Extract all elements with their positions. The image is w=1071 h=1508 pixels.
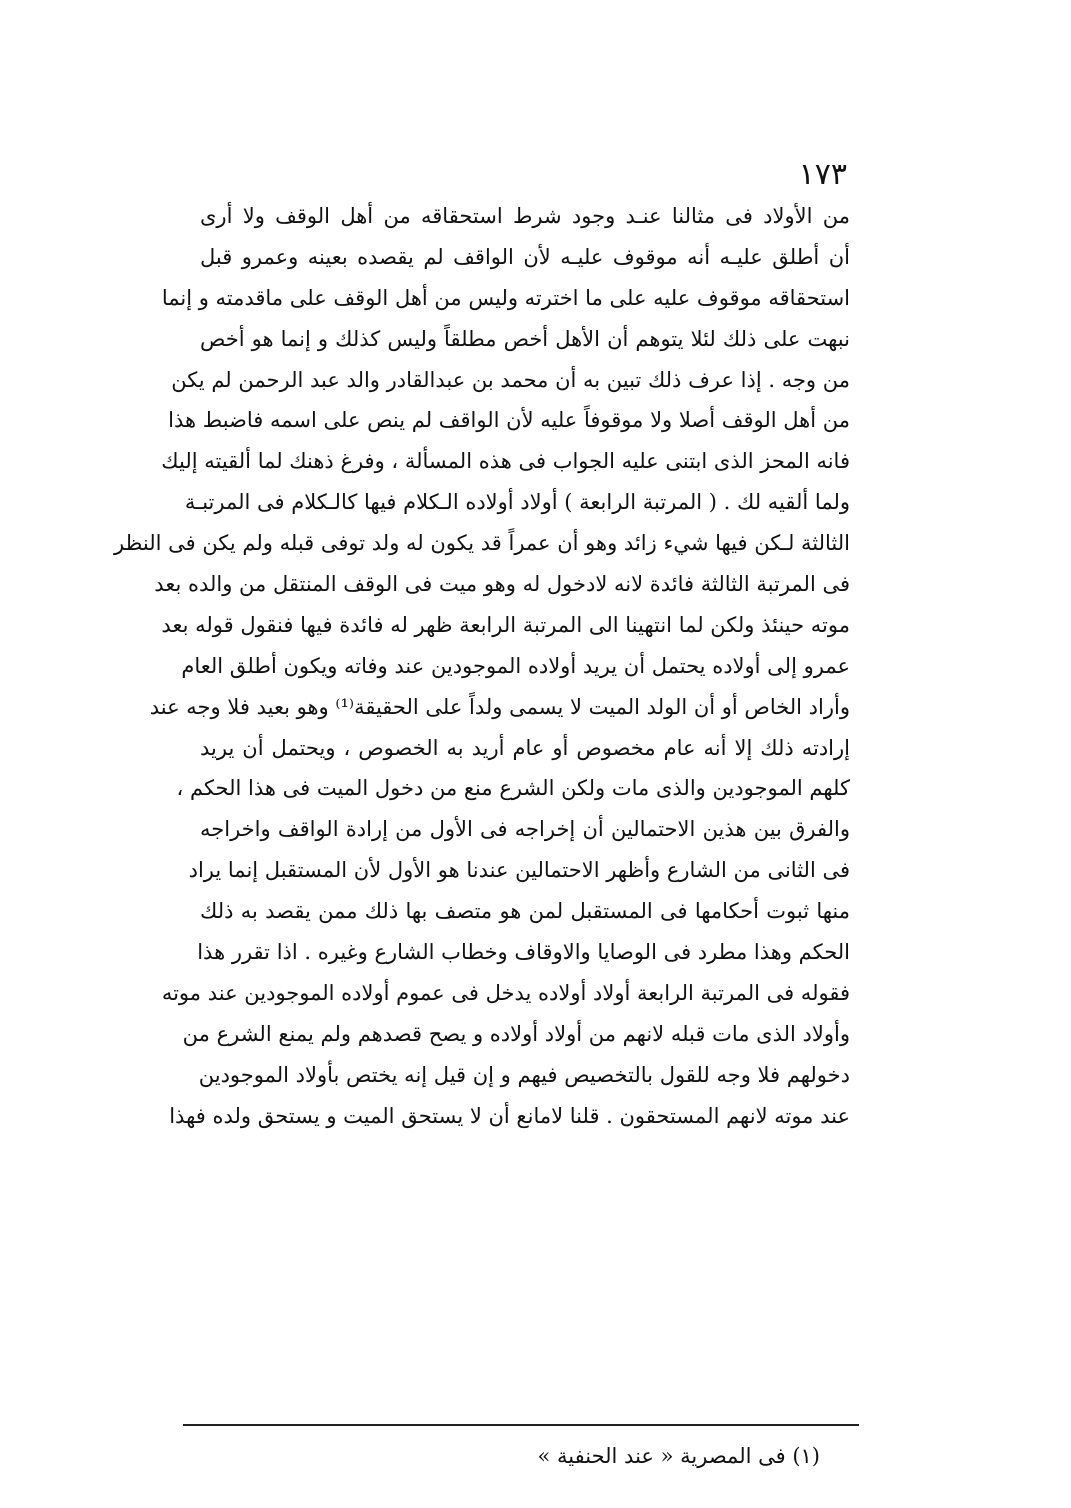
text-line: من الأولاد فى مثالنا عنـد وجود شرط استحقاقه من أهل الوقف ولا أرى (200, 204, 850, 228)
body-text (114, 196, 850, 1136)
text-line: فقوله فى المرتبة الرابعة أولاد أولاده يدخل فى عموم أولاده الموجودين عند موته (161, 980, 850, 1005)
text-line: كلهم الموجودين والذى مات ولكن الشرع منع من دخول الميت فى هذا الحكم ، (176, 776, 850, 801)
text-line: الثالثة لـكن فيها شيء زائد وهو أن عمراً قد يكون له ولد توفى قبله ولم يكن فى النظر (114, 531, 850, 556)
text-line: فى الثانى من الشارع وأظهر الاحتمالين عندنا هو الأول لأن المستقبل إنما يراد (188, 858, 850, 883)
page-number: ١٧٣ (798, 157, 847, 192)
text-line: فى المرتبة الثالثة فائدة لانه لادخول له وهو ميت فى الوقف المنتقل من والده بعد (154, 572, 850, 597)
text-line: ولما ألقيه لك . ( المرتبة الرابعة ) أولاد أولاده الـكلام فيها كالـكلام فى المرتبـة (184, 490, 850, 515)
text-line: من وجه . إذا عرف ذلك تبين به أن محمد بن عبدالقادر والد عبد الرحمن لم يكن (171, 367, 850, 392)
text-line: نبهت على ذلك لئلا يتوهم أن الأهل أخص مطلقاً وليس كذلك و إنما هو أخص (200, 326, 850, 351)
text-line: وأراد الخاص أو أن الولد الميت لا يسمى ولداً على الحقيقة⁽¹⁾ وهو بعيد فلا وجه عند (149, 694, 850, 719)
footnote-divider (183, 1424, 859, 1426)
footnote: (١) فى المصرية « عند الحنفية » (537, 1444, 820, 1468)
text-line: دخولهم فلا وجه للقول بالتخصيص فيهم و إن قيل إنه يختص بأولاد الموجودين (198, 1062, 850, 1087)
text-line: عمرو إلى أولاده يحتمل أن يريد أولاده الموجودين عند وفاته ويكون أطلق العام (181, 653, 850, 678)
text-line: الحكم وهذا مطرد فى الوصايا والاوقاف وخطاب الشارع وغيره . اذا تقرر هذا (197, 940, 850, 965)
text-line: وأولاد الذى مات قبله لانهم من أولاد أولاده و يصح قصدهم ولم يمنع الشرع من (182, 1021, 850, 1046)
text-line: إرادته ذلك إلا أنه عام مخصوص أو عام أريد به الخصوص ، ويحتمل أن يريد (200, 735, 850, 760)
text-line: موته حينئذ ولكن لما انتهينا الى المرتبة الرابعة ظهر له فائدة فيها فنقول قوله بعد (161, 612, 850, 637)
text-line: من أهل الوقف أصلا ولا موقوفاً عليه لأن الواقف لم ينص على اسمه فاضبط هذا (168, 408, 850, 433)
text-line: منها ثبوت أحكامها فى المستقبل لمن هو متصف بها ذلك ممن يقصد به ذلك (200, 899, 850, 924)
text-line: استحقاقه موقوف عليه على ما اخترته وليس من أهل الوقف على ماقدمته و إنما (161, 285, 850, 310)
text-line: فانه المحز الذى ابتنى عليه الجواب فى هذه المسألة ، وفرغ ذهنك لما ألقيته إليك (161, 449, 850, 474)
text-line: عند موته لانهم المستحقون . قلنا لامانع أن لا يستحق الميت و يستحق ولده فهذا (169, 1103, 850, 1128)
text-line: والفرق بين هذين الاحتمالين أن إخراجه فى الأول من إرادة الواقف واخراجه (200, 817, 850, 842)
text-line: أن أطلق عليـه أنه موقوف عليـه لأن الواقف لم يقصده بعينه وعمرو قبل (200, 244, 850, 269)
